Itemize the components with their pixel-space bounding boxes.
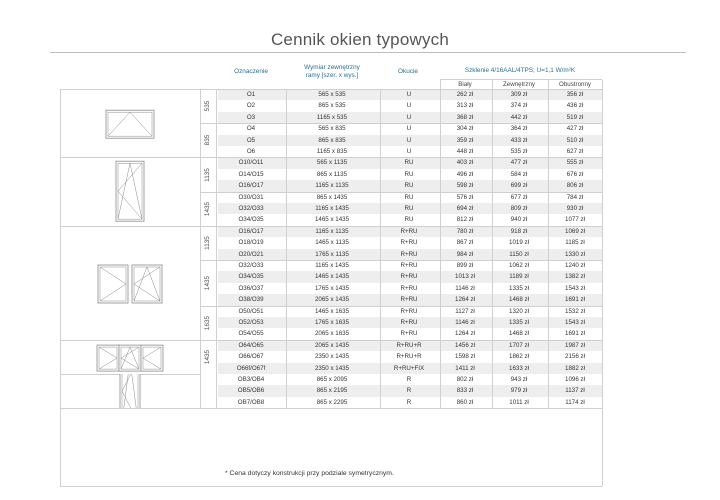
- cell-okucie: R+RU: [400, 262, 418, 269]
- cell-okucie: RU: [404, 159, 414, 167]
- cell-okucie: R: [406, 387, 412, 395]
- cell-zew: 442 zł: [510, 113, 528, 121]
- table-row: [218, 203, 602, 214]
- cell-code: O66f/O67f: [236, 364, 266, 372]
- cell-okucie: U: [406, 136, 412, 144]
- cell-code: O64/O65: [238, 341, 264, 349]
- height-group-label: 1435: [204, 349, 211, 364]
- cell-obu: 519 zł: [566, 113, 584, 121]
- cell-obu: 1987 zł: [565, 341, 585, 349]
- cell-zew: 1468 zł: [509, 330, 529, 338]
- cell-zew: 1189 zł: [509, 273, 529, 281]
- cell-code: O16/O17: [238, 182, 264, 190]
- table-row: [218, 157, 602, 168]
- turn-tilt-window-icon: [60, 157, 200, 225]
- cell-dim: 865 x 1135: [316, 170, 348, 178]
- cell-bialy: 899 zł: [456, 262, 474, 269]
- cell-obu: 510 zł: [566, 136, 584, 144]
- header-wymiar: Wymiar zewnętrzny ramy [szer. x wys.]: [304, 64, 360, 79]
- column-line: [380, 89, 381, 408]
- cell-dim: 1165 x 835: [316, 148, 348, 155]
- cell-obu: 427 zł: [566, 125, 584, 133]
- cell-code: OB5/OB6: [237, 387, 265, 395]
- cell-okucie: RU: [404, 205, 414, 212]
- table-row: [218, 283, 602, 294]
- cell-bialy: 403 zł: [456, 159, 474, 167]
- table-row: [218, 385, 602, 396]
- cell-obu: 1543 zł: [565, 284, 585, 292]
- cell-zew: 699 zł: [510, 182, 528, 190]
- cell-code: O52/O53: [238, 319, 264, 326]
- cell-obu: 1532 zł: [565, 307, 585, 315]
- table-row: [218, 146, 602, 157]
- cell-okucie: R+RU: [400, 307, 418, 315]
- cell-okucie: R+RU: [400, 330, 418, 338]
- cell-obu: 1069 zł: [565, 227, 585, 235]
- cell-okucie: U: [406, 125, 412, 133]
- cell-okucie: R+RU: [400, 319, 418, 326]
- header-okucie: Okucie: [398, 68, 418, 75]
- cell-bialy: 313 zł: [456, 102, 474, 110]
- cell-zew: 1011 zł: [509, 398, 529, 406]
- cell-bialy: 359 zł: [456, 136, 474, 144]
- table-row: [218, 169, 602, 180]
- cell-obu: 1185 zł: [565, 239, 585, 247]
- cell-okucie: R+RU+FIX: [393, 364, 425, 372]
- cell-obu: 555 zł: [566, 159, 584, 167]
- table-row: [218, 192, 602, 203]
- cell-okucie: RU: [404, 193, 414, 201]
- cell-bialy: 867 zł: [456, 239, 474, 247]
- table-row: [218, 135, 602, 146]
- cell-code: O3: [246, 113, 256, 121]
- cell-zew: 433 zł: [510, 136, 528, 144]
- group-line: [200, 192, 602, 193]
- group-line: [200, 306, 602, 307]
- cell-dim: 2350 x 1435: [314, 353, 350, 361]
- cell-code: O54/O55: [238, 330, 264, 338]
- column-line: [548, 80, 549, 408]
- cell-obu: 1382 zł: [565, 273, 585, 281]
- height-group-label: 535: [204, 100, 211, 112]
- cell-obu: 1077 zł: [565, 216, 585, 224]
- column-line: [216, 89, 217, 408]
- cell-bialy: 812 zł: [456, 216, 474, 224]
- cell-zew: 1335 zł: [509, 284, 529, 292]
- cell-obu: 784 zł: [566, 193, 584, 201]
- cell-obu: 1882 zł: [565, 364, 585, 372]
- cell-code: OB3/OB4: [237, 376, 265, 383]
- header-line: [440, 79, 602, 80]
- header-obustronny: Obustronny: [559, 81, 591, 88]
- cell-dim: 1165 x 1135: [315, 182, 349, 190]
- cell-code: O30/O31: [238, 193, 264, 201]
- cell-zew: 677 zł: [510, 193, 528, 201]
- cell-bialy: 1456 zł: [455, 341, 475, 349]
- cell-zew: 584 zł: [510, 170, 528, 178]
- cell-zew: 1707 zł: [509, 341, 529, 349]
- cell-zew: 477 zł: [510, 159, 528, 167]
- table-row: [218, 363, 602, 374]
- table-row: [218, 374, 602, 385]
- cell-zew: 943 zł: [510, 376, 528, 383]
- group-line: [200, 260, 602, 261]
- cell-bialy: 1146 zł: [455, 319, 475, 326]
- cell-bialy: 304 zł: [456, 125, 474, 133]
- height-group-label: 835: [204, 134, 211, 146]
- cell-obu: 930 zł: [566, 205, 584, 212]
- cell-code: O50/O51: [238, 307, 264, 315]
- cell-okucie: R+RU+R: [396, 341, 422, 349]
- cell-zew: 809 zł: [510, 205, 528, 212]
- cell-dim: 865 x 2195: [316, 387, 348, 395]
- cell-dim: 2065 x 1435: [314, 341, 350, 349]
- cell-dim: 865 x 2095: [316, 376, 348, 383]
- table-row: [218, 260, 602, 271]
- cell-dim: 565 x 535: [318, 91, 346, 98]
- cell-obu: 2156 zł: [565, 353, 585, 361]
- cell-okucie: R: [406, 398, 412, 406]
- table-row: [218, 294, 602, 305]
- cell-bialy: 860 zł: [456, 398, 474, 406]
- cell-okucie: U: [406, 102, 412, 110]
- cell-zew: 1468 zł: [509, 296, 529, 304]
- cell-zew: 1150 zł: [509, 250, 529, 258]
- cell-bialy: 448 zł: [456, 148, 474, 155]
- cell-obu: 676 zł: [566, 170, 584, 178]
- cell-zew: 1633 zł: [509, 364, 529, 372]
- cell-code: O10/O11: [238, 159, 264, 167]
- cell-zew: 940 zł: [510, 216, 528, 224]
- header-bialy: Biały: [458, 81, 472, 88]
- cell-bialy: 1146 zł: [455, 284, 475, 292]
- cell-bialy: 984 zł: [456, 250, 474, 258]
- group-line: [200, 89, 602, 90]
- cell-code: OB7/OB8: [237, 398, 265, 406]
- cell-obu: 1240 zł: [565, 262, 585, 269]
- cell-bialy: 1013 zł: [455, 273, 475, 281]
- cell-dim: 865 x 535: [318, 102, 346, 110]
- cell-dim: 565 x 1135: [316, 159, 348, 167]
- cell-code: O6: [246, 148, 256, 155]
- cell-bialy: 1264 zł: [455, 330, 475, 338]
- cell-code: O20/O21: [238, 250, 264, 258]
- cell-zew: 535 zł: [510, 148, 528, 155]
- footnote: * Cena dotyczy konstrukcji przy podziale symetrycznym.: [225, 470, 394, 477]
- table-row: [218, 226, 602, 237]
- cell-dim: 865 x 835: [318, 136, 346, 144]
- cell-dim: 865 x 2295: [316, 398, 348, 406]
- table-row: [218, 317, 602, 328]
- cell-dim: 1465 x 1435: [314, 273, 350, 281]
- cell-zew: 374 zł: [510, 102, 528, 110]
- cell-zew: 1320 zł: [509, 307, 529, 315]
- cell-dim: 1765 x 1135: [315, 250, 349, 258]
- column-line: [286, 89, 287, 408]
- header-oznaczenie: Oznaczenie: [234, 68, 268, 75]
- cell-zew: 979 zł: [510, 387, 528, 395]
- cell-obu: 1330 zł: [565, 250, 585, 258]
- cell-code: O66/O67: [238, 353, 264, 361]
- table-row: [218, 271, 602, 282]
- cell-okucie: R+RU: [400, 273, 418, 281]
- table-row: [218, 340, 602, 351]
- cell-bialy: 1411 zł: [455, 364, 475, 372]
- cell-obu: 1137 zł: [565, 387, 585, 395]
- cell-zew: 1062 zł: [509, 262, 529, 269]
- cell-code: O36/O37: [238, 284, 264, 292]
- cell-okucie: R: [406, 376, 412, 383]
- cell-code: O18/O19: [238, 239, 264, 247]
- cell-code: O32/O33: [238, 205, 264, 212]
- table-row: [218, 306, 602, 317]
- cell-dim: 2065 x 1635: [314, 330, 350, 338]
- cell-zew: 364 zł: [510, 125, 528, 133]
- group-line: [200, 226, 602, 227]
- cell-bialy: 1264 zł: [455, 296, 475, 304]
- cell-okucie: R+RU: [400, 284, 418, 292]
- table-row: [218, 397, 602, 408]
- cell-code: O5: [246, 136, 256, 144]
- cell-obu: 436 zł: [566, 102, 584, 110]
- double-sash-window-icon: [60, 226, 200, 340]
- table-row: [218, 214, 602, 225]
- cell-bialy: 1127 zł: [455, 307, 475, 315]
- cell-code: O34/O35: [238, 216, 264, 224]
- cell-dim: 1765 x 1435: [314, 284, 350, 292]
- cell-okucie: R+RU+R: [396, 353, 422, 361]
- table-row: [218, 351, 602, 362]
- cell-code: O14/O15: [238, 170, 264, 178]
- height-group-label: 1635: [204, 315, 211, 330]
- cell-dim: 565 x 835: [318, 125, 346, 133]
- cell-obu: 627 zł: [566, 148, 584, 155]
- cell-dim: 865 x 1435: [316, 193, 348, 201]
- cell-code: O2: [246, 102, 256, 110]
- cell-bialy: 576 zł: [456, 193, 474, 201]
- cell-obu: 1543 zł: [565, 319, 585, 326]
- cell-dim: 2350 x 1435: [314, 364, 350, 372]
- cell-okucie: RU: [404, 182, 414, 190]
- cell-code: O4: [246, 125, 256, 133]
- column-line: [492, 80, 493, 408]
- cell-obu: 1691 zł: [565, 330, 585, 338]
- table-bottom-line: [60, 408, 602, 409]
- cell-bialy: 496 zł: [456, 170, 474, 178]
- cell-dim: 1165 x 535: [316, 113, 348, 121]
- cell-bialy: 1598 zł: [455, 353, 475, 361]
- cell-zew: 1862 zł: [509, 353, 529, 361]
- cell-code: O34/O35: [238, 273, 264, 281]
- cell-code: O1: [246, 91, 256, 98]
- cell-okucie: R+RU: [400, 296, 418, 304]
- tilt-window-icon: [60, 89, 200, 157]
- cell-bialy: 368 zł: [456, 113, 474, 121]
- cell-bialy: 780 zł: [456, 227, 474, 235]
- group-line: [200, 157, 602, 158]
- height-group-label: 1135: [204, 167, 211, 182]
- cell-zew: 1335 zł: [509, 319, 529, 326]
- height-group-label: 1135: [204, 236, 211, 250]
- cell-dim: 1165 x 1135: [315, 227, 349, 235]
- cell-dim: 1765 x 1635: [314, 319, 350, 326]
- group-line: [200, 340, 602, 341]
- header-zewnetrzny: Zewnętrzny: [503, 81, 535, 88]
- cell-code: O38/O39: [238, 296, 264, 304]
- cell-zew: 1019 zł: [509, 239, 529, 247]
- cell-dim: 1165 x 1435: [315, 262, 349, 269]
- table-row: [218, 249, 602, 260]
- cell-okucie: R+RU: [400, 227, 418, 235]
- cell-code: O32/O33: [238, 262, 264, 269]
- cell-dim: 1465 x 1135: [315, 239, 349, 247]
- cell-zew: 918 zł: [510, 227, 528, 235]
- cell-bialy: 694 zł: [456, 205, 474, 212]
- group-line: [200, 123, 602, 124]
- cell-bialy: 598 zł: [456, 182, 474, 190]
- cell-obu: 806 zł: [566, 182, 584, 190]
- cell-bialy: 262 zł: [456, 91, 474, 98]
- height-group-label: 1435: [204, 275, 211, 290]
- cell-okucie: RU: [404, 170, 414, 178]
- cell-okucie: U: [406, 148, 412, 155]
- table-row: [218, 180, 602, 191]
- table-row: [218, 328, 602, 339]
- cell-bialy: 833 zł: [456, 387, 474, 395]
- cell-zew: 309 zł: [510, 91, 528, 98]
- cell-obu: 1096 zł: [565, 376, 585, 383]
- table-row: [218, 123, 602, 134]
- column-line: [602, 80, 603, 486]
- cell-okucie: R+RU: [400, 239, 418, 247]
- page-title: Cennik okien typowych: [270, 30, 450, 49]
- cell-obu: 1691 zł: [565, 296, 585, 304]
- table-row: [218, 112, 602, 123]
- cell-okucie: U: [406, 113, 412, 121]
- height-group-label: 1435: [204, 201, 211, 216]
- cell-obu: 1174 zł: [565, 398, 585, 406]
- cell-code: O16/O17: [238, 227, 264, 235]
- cell-dim: 1465 x 1435: [314, 216, 350, 224]
- table-row: [218, 89, 602, 100]
- cell-dim: 1465 x 1635: [314, 307, 350, 315]
- cell-okucie: RU: [404, 216, 414, 224]
- column-line: [440, 80, 441, 408]
- cell-okucie: U: [406, 91, 412, 98]
- table-row: [218, 237, 602, 248]
- cell-dim: 2065 x 1435: [314, 296, 350, 304]
- cell-dim: 1165 x 1435: [315, 205, 349, 212]
- triple-sash-window-icon: [60, 340, 200, 374]
- cell-bialy: 802 zł: [456, 376, 474, 383]
- column-line: [200, 89, 201, 408]
- cell-okucie: R+RU: [400, 250, 418, 258]
- cell-obu: 356 zł: [566, 91, 584, 98]
- footnote-box-bottom: [60, 486, 602, 487]
- table-row: [218, 100, 602, 111]
- header-szklenie: Szklenie 4/16AAL/4TPS; U=1,1 W/m²K: [464, 67, 576, 74]
- balcony-door-icon: [60, 374, 200, 408]
